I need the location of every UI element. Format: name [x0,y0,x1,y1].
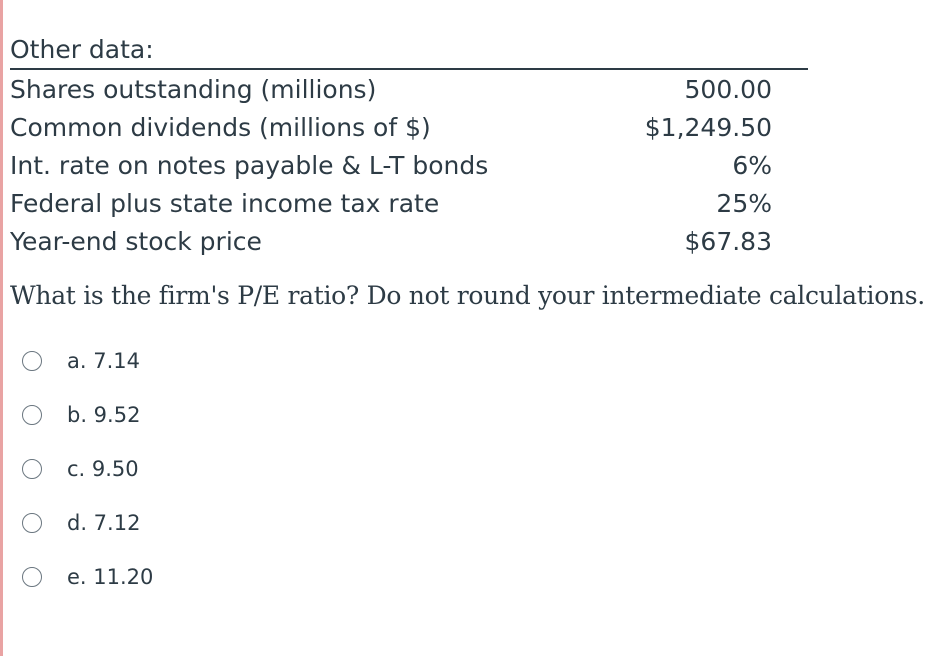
data-row-tax-rate [10,184,808,222]
answer-option-label[interactable]: e. 11.20 [67,565,154,589]
answer-options [22,334,153,604]
answer-option-a[interactable] [22,334,153,388]
row-value: $67.83 [684,227,772,256]
data-row-stock-price [10,222,808,260]
data-row-common-dividends [10,108,808,146]
answer-option-label[interactable]: a. 7.14 [67,349,140,373]
radio-button[interactable] [22,567,42,587]
answer-option-label[interactable]: d. 7.12 [67,511,141,535]
row-value: 500.00 [684,75,772,104]
row-value: 25% [716,189,772,218]
row-label: Year-end stock price [10,227,262,256]
other-data-title: Other data: [10,28,808,70]
radio-button[interactable] [22,351,42,371]
row-value: 6% [732,151,772,180]
row-value: $1,249.50 [644,113,772,142]
radio-button[interactable] [22,405,42,425]
data-row-interest-rate [10,146,808,184]
row-label: Shares outstanding (millions) [10,75,377,104]
question-text: What is the firm's P/E ratio? Do not round your intermediate calculations. [10,281,925,310]
answer-option-e[interactable] [22,550,153,604]
answer-option-label[interactable]: c. 9.50 [67,457,139,481]
answer-option-label[interactable]: b. 9.52 [67,403,141,427]
answer-option-b[interactable] [22,388,153,442]
answer-option-d[interactable] [22,496,153,550]
row-label: Common dividends (millions of $) [10,113,431,142]
answer-option-c[interactable] [22,442,153,496]
radio-button[interactable] [22,513,42,533]
other-data-table [10,28,808,260]
row-label: Int. rate on notes payable & L-T bonds [10,151,489,180]
data-row-shares-outstanding [10,70,808,108]
radio-button[interactable] [22,459,42,479]
row-label: Federal plus state income tax rate [10,189,440,218]
